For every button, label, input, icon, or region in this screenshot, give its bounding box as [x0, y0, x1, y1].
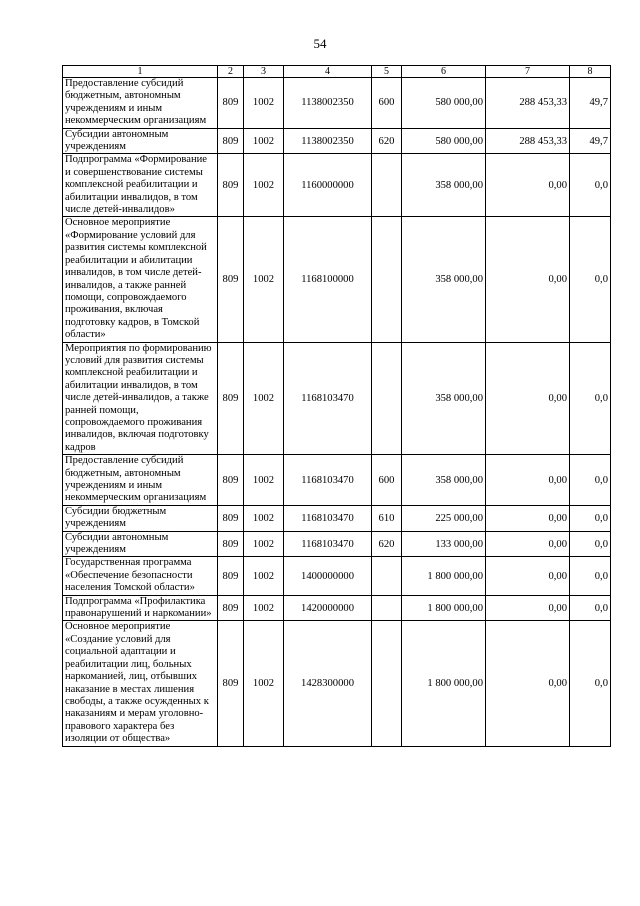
percent-cell: 0,0 — [570, 455, 611, 506]
admin-code-cell: 809 — [218, 217, 244, 342]
header-cell: 8 — [570, 66, 611, 78]
actual-amount-cell: 0,00 — [486, 455, 570, 506]
item-name-cell: Подпрограмма «Профилактика правонарушений и наркомании» — [63, 595, 218, 621]
header-cell: 6 — [402, 66, 486, 78]
admin-code-cell: 809 — [218, 531, 244, 557]
item-name-cell: Основное мероприятие «Формирование условий для развития системы комплексной реабилитации и абилитации инвалидов, в том числе детей-инвалидов, а также ранней помощи, сопровождаемого проживания, включая подготовку кадров, в Томской области» — [63, 217, 218, 342]
actual-amount-cell: 0,00 — [486, 531, 570, 557]
target-code-cell: 1168103470 — [284, 505, 372, 531]
admin-code-cell: 809 — [218, 154, 244, 217]
plan-amount-cell: 580 000,00 — [402, 78, 486, 129]
target-code-cell: 1428300000 — [284, 621, 372, 746]
section-code-cell: 1002 — [244, 342, 284, 455]
header-cell: 1 — [63, 66, 218, 78]
expense-type-cell — [372, 621, 402, 746]
plan-amount-cell: 580 000,00 — [402, 128, 486, 154]
target-code-cell: 1138002350 — [284, 128, 372, 154]
item-name-cell: Мероприятия по формированию условий для развития системы комплексной реабилитации и абилитации инвалидов, в том числе детей-инвалидов, а также ранней помощи, сопровождаемого проживания инвалидов, включая подготовку кадров — [63, 342, 218, 455]
section-code-cell: 1002 — [244, 78, 284, 129]
plan-amount-cell: 358 000,00 — [402, 342, 486, 455]
admin-code-cell: 809 — [218, 595, 244, 621]
table-row — [63, 78, 611, 129]
page-number: 54 — [313, 36, 327, 51]
section-code-cell: 1002 — [244, 217, 284, 342]
table-row — [63, 217, 611, 342]
percent-cell: 0,0 — [570, 154, 611, 217]
expense-type-cell: 600 — [372, 455, 402, 506]
item-name-cell: Субсидии автономным учреждениям — [63, 128, 218, 154]
admin-code-cell: 809 — [218, 78, 244, 129]
expense-type-cell — [372, 595, 402, 621]
table-row — [63, 128, 611, 154]
header-cell: 7 — [486, 66, 570, 78]
admin-code-cell: 809 — [218, 621, 244, 746]
item-name-cell: Субсидии бюджетным учреждениям — [63, 505, 218, 531]
percent-cell: 0,0 — [570, 621, 611, 746]
plan-amount-cell: 358 000,00 — [402, 217, 486, 342]
percent-cell: 0,0 — [570, 595, 611, 621]
section-code-cell: 1002 — [244, 154, 284, 217]
section-code-cell: 1002 — [244, 455, 284, 506]
item-name-cell: Предоставление субсидий бюджетным, автономным учреждениям и иным некоммерческим организациям — [63, 455, 218, 506]
header-cell: 4 — [284, 66, 372, 78]
actual-amount-cell: 0,00 — [486, 505, 570, 531]
table-row — [63, 531, 611, 557]
expense-type-cell — [372, 557, 402, 595]
expense-type-cell: 600 — [372, 78, 402, 129]
expense-type-cell — [372, 217, 402, 342]
table-row — [63, 154, 611, 217]
table-row — [63, 595, 611, 621]
percent-cell: 0,0 — [570, 531, 611, 557]
admin-code-cell: 809 — [218, 342, 244, 455]
plan-amount-cell: 1 800 000,00 — [402, 595, 486, 621]
target-code-cell: 1160000000 — [284, 154, 372, 217]
section-code-cell: 1002 — [244, 595, 284, 621]
plan-amount-cell: 1 800 000,00 — [402, 557, 486, 595]
item-name-cell: Государственная программа «Обеспечение безопасности населения Томской области» — [63, 557, 218, 595]
expense-type-cell: 620 — [372, 531, 402, 557]
table-row — [63, 557, 611, 595]
actual-amount-cell: 0,00 — [486, 557, 570, 595]
target-code-cell: 1400000000 — [284, 557, 372, 595]
header-cell: 3 — [244, 66, 284, 78]
item-name-cell: Основное мероприятие «Создание условий для социальной адаптации и реабилитации лиц, больных наркоманией, лиц, отбывших наказание в местах лишения свободы, а также осужденных к наказаниям и мерам уголовно-правового характера без изоляции от общества» — [63, 621, 218, 746]
target-code-cell: 1168100000 — [284, 217, 372, 342]
target-code-cell: 1168103470 — [284, 455, 372, 506]
item-name-cell: Подпрограмма «Формирование и совершенствование системы комплексной реабилитации и абилитации инвалидов, в том числе детей-инвалидов» — [63, 154, 218, 217]
percent-cell: 0,0 — [570, 505, 611, 531]
expense-type-cell — [372, 342, 402, 455]
plan-amount-cell: 358 000,00 — [402, 455, 486, 506]
table-row — [63, 505, 611, 531]
plan-amount-cell: 225 000,00 — [402, 505, 486, 531]
table-header-row — [63, 66, 611, 78]
section-code-cell: 1002 — [244, 621, 284, 746]
item-name-cell: Субсидии автономным учреждениям — [63, 531, 218, 557]
expense-type-cell — [372, 154, 402, 217]
table-row — [63, 342, 611, 455]
expense-type-cell: 610 — [372, 505, 402, 531]
table-row — [63, 455, 611, 506]
target-code-cell: 1420000000 — [284, 595, 372, 621]
target-code-cell: 1168103470 — [284, 531, 372, 557]
table-row — [63, 621, 611, 746]
budget-table — [62, 65, 611, 747]
target-code-cell: 1138002350 — [284, 78, 372, 129]
plan-amount-cell: 133 000,00 — [402, 531, 486, 557]
percent-cell: 0,0 — [570, 217, 611, 342]
section-code-cell: 1002 — [244, 531, 284, 557]
actual-amount-cell: 288 453,33 — [486, 128, 570, 154]
actual-amount-cell: 0,00 — [486, 342, 570, 455]
actual-amount-cell: 288 453,33 — [486, 78, 570, 129]
actual-amount-cell: 0,00 — [486, 621, 570, 746]
plan-amount-cell: 1 800 000,00 — [402, 621, 486, 746]
admin-code-cell: 809 — [218, 505, 244, 531]
actual-amount-cell: 0,00 — [486, 595, 570, 621]
actual-amount-cell: 0,00 — [486, 154, 570, 217]
expense-type-cell: 620 — [372, 128, 402, 154]
section-code-cell: 1002 — [244, 128, 284, 154]
item-name-cell: Предоставление субсидий бюджетным, автономным учреждениям и иным некоммерческим организациям — [63, 78, 218, 129]
admin-code-cell: 809 — [218, 557, 244, 595]
percent-cell: 49,7 — [570, 78, 611, 129]
percent-cell: 0,0 — [570, 557, 611, 595]
percent-cell: 49,7 — [570, 128, 611, 154]
admin-code-cell: 809 — [218, 128, 244, 154]
header-cell: 2 — [218, 66, 244, 78]
section-code-cell: 1002 — [244, 505, 284, 531]
section-code-cell: 1002 — [244, 557, 284, 595]
plan-amount-cell: 358 000,00 — [402, 154, 486, 217]
header-cell: 5 — [372, 66, 402, 78]
actual-amount-cell: 0,00 — [486, 217, 570, 342]
target-code-cell: 1168103470 — [284, 342, 372, 455]
percent-cell: 0,0 — [570, 342, 611, 455]
admin-code-cell: 809 — [218, 455, 244, 506]
